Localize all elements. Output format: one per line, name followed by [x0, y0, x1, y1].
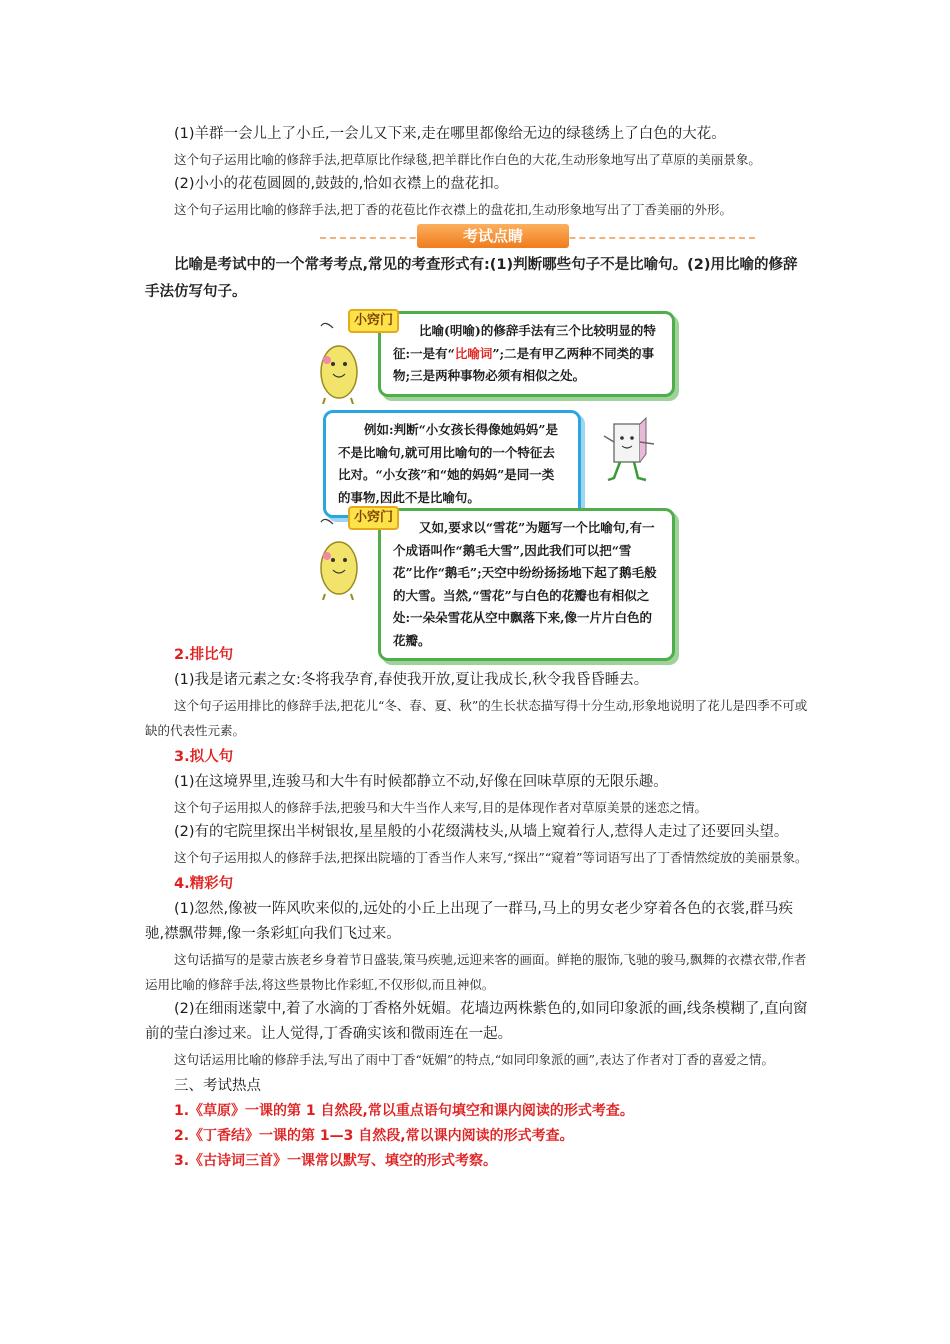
tips-area	[145, 306, 810, 648]
example-sentence: (2)有的宅院里探出半树银妆,星星般的小花缀满枝头,从墙上窥着行人,惹得人走过了还要回头望。	[174, 824, 789, 840]
tip-text	[393, 320, 660, 388]
exam-highlight-banner	[145, 224, 810, 250]
tip-text-part: ”;二是有甲乙两种不同类的事物;三是两种事物必须有相似之处。	[393, 345, 655, 383]
simile-word-highlight: 比喻词	[454, 345, 493, 361]
example-sentence: (2)在细雨迷蒙中,着了水滴的丁香格外妩媚。花墙边两株紫色的,如同印象派的画,线条模糊了,直向窗前的莹白渗过来。让人觉得,丁香确实该和微雨连在一起。	[145, 1001, 808, 1042]
banner-label: 考试点睛	[417, 224, 569, 248]
example-sentence: (1)在这境界里,连骏马和大牛有时候都静立不动,好像在回味草原的无限乐趣。	[174, 774, 668, 790]
example-explanation: 这句话描写的是蒙古族老乡身着节日盛装,策马疾驰,远迎来客的画面。鲜艳的服饰,飞驰的骏马,飘舞的衣襟衣带,作者运用比喻的修辞手法,将这些景物比作彩虹,不仅形似,而且神似。	[145, 952, 807, 992]
tip-tag: 小窍门	[348, 309, 399, 333]
section-heading-highlights: 4.精彩句	[174, 876, 234, 892]
section-heading-parallelism: 2.排比句	[174, 647, 234, 663]
book-mascot-icon	[600, 414, 660, 494]
example-explanation: 这个句子运用排比的修辞手法,把花儿“冬、春、夏、秋”的生长状态描写得十分生动,形象地说明了花儿是四季不可或缺的代表性元素。	[145, 698, 808, 738]
example-explanation: 这个句子运用拟人的修辞手法,把骏马和大牛当作人来写,目的是体现作者对草原美景的迷恋之情。	[174, 800, 707, 815]
section-heading-personification: 3.拟人句	[174, 749, 234, 765]
example-explanation: 这个句子运用比喻的修辞手法,把草原比作绿毯,把羊群比作白色的大花,生动形象地写出了草原的美丽景象。	[174, 152, 761, 167]
example-explanation: 这句话运用比喻的修辞手法,写出了雨中丁香“妩媚”的特点,“如同印象派的画”,表达了作者对丁香的喜爱之情。	[174, 1052, 774, 1067]
example-explanation: 这个句子运用拟人的修辞手法,把探出院墙的丁香当作人来写,“探出”“窥着”等词语写出了丁香情然绽放的美丽景象。	[174, 850, 808, 865]
tip-box-1	[378, 311, 675, 397]
tip-box-3	[378, 508, 675, 661]
intro-paragraph: 比喻是考试中的一个常考考点,常见的考查形式有:(1)判断哪些句子不是比喻句。(2)用比喻的修辞手法仿写句子。	[145, 257, 798, 300]
example-sentence: (2)小小的花苞圆圆的,鼓鼓的,恰如衣襟上的盘花扣。	[174, 176, 509, 192]
hotspot-item: 1.《草原》一课的第 1 自然段,常以重点语句填空和课内阅读的形式考查。	[174, 1103, 634, 1119]
tip-text: 例如:判断“小女孩长得像她妈妈”是不是比喻句,就可用比喻句的一个特征去比对。“小女孩”和“她的妈妈”是同一类的事物,因此不是比喻句。	[338, 422, 558, 505]
tip-text: 又如,要求以“雪花”为题写一个比喻句,有一个成语叫作“鹅毛大雪”,因此我们可以把“雪花”比作“鹅毛”;天空中纷纷扬扬地下起了鹅毛般的大雪。当然,“雪花”与白色的花瓣也有相似之处:一朵朵雪花从空中飘落下来,像一片片白色的花瓣。	[393, 520, 657, 648]
example-sentence: (1)忽然,像被一阵风吹来似的,远处的小丘上出现了一群马,马上的男女老少穿着各色的衣裳,群马疾驰,襟飘带舞,像一条彩虹向我们飞过来。	[145, 901, 793, 942]
page-content	[145, 0, 810, 1174]
tip-tag: 小窍门	[348, 506, 399, 530]
example-sentence: (1)羊群一会儿上了小丘,一会儿又下来,走在哪里都像给无边的绿毯绣上了白色的大花。	[174, 126, 726, 142]
hotspot-item: 2.《丁香结》一课的第 1—3 自然段,常以课内阅读的形式考查。	[174, 1128, 574, 1144]
tip-text-part: 比喻(明喻)的修辞手法有三个比较明显的特征:一是有“	[393, 323, 656, 361]
tip-box-2	[323, 410, 581, 518]
section-heading-exam-hotspots: 三、考试热点	[174, 1078, 261, 1094]
example-sentence: (1)我是诸元素之女:冬将我孕育,春使我开放,夏让我成长,秋令我昏昏睡去。	[174, 672, 649, 688]
example-explanation: 这个句子运用比喻的修辞手法,把丁香的花苞比作衣襟上的盘花扣,生动形象地写出了丁香美丽的外形。	[174, 202, 732, 217]
hotspot-item: 3.《古诗词三首》一课常以默写、填空的形式考察。	[174, 1153, 498, 1169]
